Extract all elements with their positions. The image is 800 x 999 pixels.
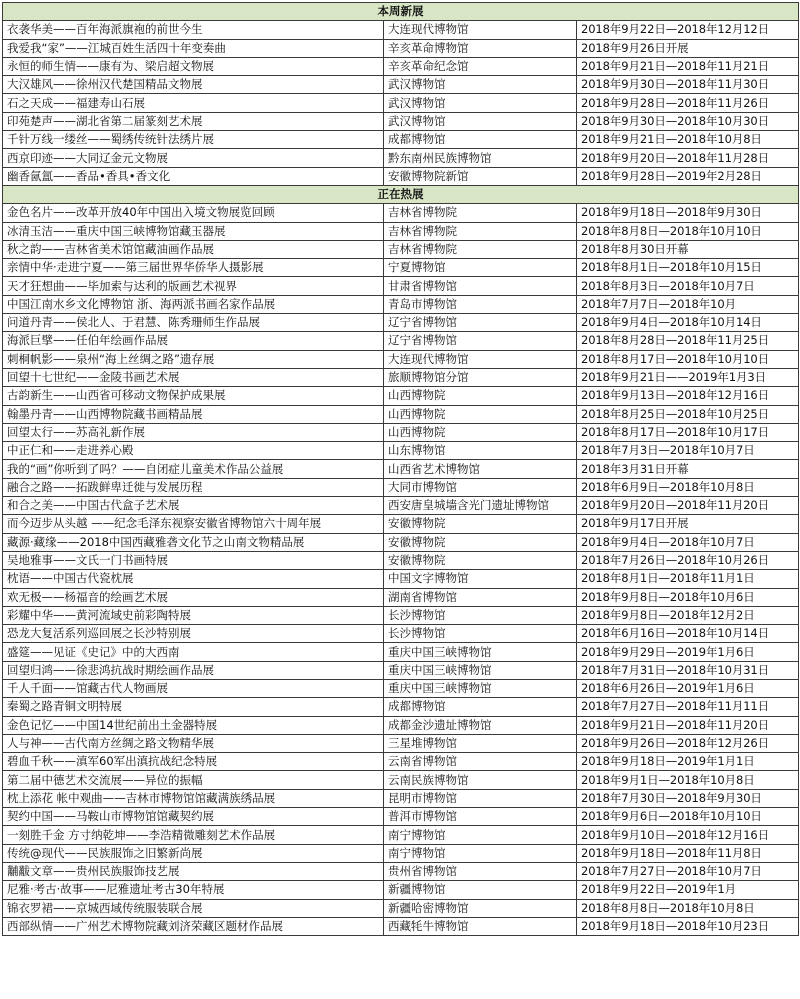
exhibition-venue: 安徽博物院 xyxy=(384,515,577,533)
exhibition-title: 锦衣罗裙——京城西域传统服装联合展 xyxy=(3,899,384,917)
exhibition-title: 尼雅·考古·故事——尼雅遗址考古30年特展 xyxy=(3,881,384,899)
exhibition-venue: 吉林省博物院 xyxy=(384,222,577,240)
table-row xyxy=(3,679,799,697)
exhibition-venue: 辽宁省博物馆 xyxy=(384,332,577,350)
exhibition-venue: 山西省艺术博物馆 xyxy=(384,460,577,478)
exhibition-title: 中国江南水乡文化博物馆 浙、海两派书画名家作品展 xyxy=(3,295,384,313)
table-row xyxy=(3,826,799,844)
table-row xyxy=(3,112,799,130)
exhibition-title: 秋之韵——吉林省美术馆馆藏油画作品展 xyxy=(3,240,384,258)
section-header-row xyxy=(3,185,799,203)
exhibition-venue: 山东博物馆 xyxy=(384,442,577,460)
exhibition-dates: 2018年9月22日—2018年12月12日 xyxy=(577,21,799,39)
section-heading: 本周新展 xyxy=(3,3,799,21)
exhibition-venue: 安徽博物院 xyxy=(384,551,577,569)
exhibition-title: 秦蜀之路青铜文明特展 xyxy=(3,698,384,716)
exhibition-venue: 武汉博物馆 xyxy=(384,112,577,130)
exhibition-dates: 2018年9月4日—2018年10月7日 xyxy=(577,533,799,551)
table-row xyxy=(3,39,799,57)
exhibition-venue: 南宁博物馆 xyxy=(384,826,577,844)
exhibition-venue: 云南省博物馆 xyxy=(384,753,577,771)
exhibition-dates: 2018年8月17日—2018年10月17日 xyxy=(577,423,799,441)
table-row xyxy=(3,808,799,826)
exhibition-table-body xyxy=(3,3,799,936)
exhibition-dates: 2018年7月7日—2018年10月 xyxy=(577,295,799,313)
table-row xyxy=(3,350,799,368)
exhibition-venue: 重庆中国三峡博物馆 xyxy=(384,661,577,679)
exhibition-dates: 2018年9月28日—2018年11月26日 xyxy=(577,94,799,112)
exhibition-venue: 青岛市博物馆 xyxy=(384,295,577,313)
exhibition-venue: 吉林省博物院 xyxy=(384,204,577,222)
exhibition-venue: 大连现代博物馆 xyxy=(384,350,577,368)
exhibition-venue: 湖南省博物馆 xyxy=(384,588,577,606)
exhibition-title: 一刻胜千金 方寸纳乾坤——李浩精微雕刻艺术作品展 xyxy=(3,826,384,844)
exhibition-venue: 辽宁省博物馆 xyxy=(384,314,577,332)
exhibition-title: 大汉雄风——徐州汉代楚国精品文物展 xyxy=(3,76,384,94)
exhibition-venue: 普洱市博物馆 xyxy=(384,808,577,826)
exhibition-dates: 2018年8月25日—2018年10月25日 xyxy=(577,405,799,423)
exhibition-venue: 安徽博物院新馆 xyxy=(384,167,577,185)
exhibition-table xyxy=(2,2,799,936)
exhibition-title: 枕上添花 帐中观曲——吉林市博物馆馆藏满族绣品展 xyxy=(3,789,384,807)
table-row xyxy=(3,716,799,734)
exhibition-title: 黼黻文章——贵州民族服饰技艺展 xyxy=(3,862,384,880)
table-row xyxy=(3,423,799,441)
table-row xyxy=(3,533,799,551)
exhibition-venue: 宁夏博物馆 xyxy=(384,259,577,277)
exhibition-venue: 吉林省博物院 xyxy=(384,240,577,258)
table-row xyxy=(3,734,799,752)
table-row xyxy=(3,149,799,167)
exhibition-title: 回望归鸿——徐悲鸿抗战时期绘画作品展 xyxy=(3,661,384,679)
exhibition-dates: 2018年6月16日—2018年10月14日 xyxy=(577,625,799,643)
exhibition-dates: 2018年9月21日——2019年1月3日 xyxy=(577,368,799,386)
table-row xyxy=(3,460,799,478)
exhibition-title: 而今迈步从头越 ——纪念毛泽东视察安徽省博物馆六十周年展 xyxy=(3,515,384,533)
exhibition-dates: 2018年3月31日开幕 xyxy=(577,460,799,478)
exhibition-venue: 甘肃省博物馆 xyxy=(384,277,577,295)
exhibition-dates: 2018年9月18日—2018年9月30日 xyxy=(577,204,799,222)
exhibition-title: 石之天成——福建寿山石展 xyxy=(3,94,384,112)
table-row xyxy=(3,862,799,880)
table-row xyxy=(3,643,799,661)
table-row xyxy=(3,314,799,332)
exhibition-title: 回望十七世纪——金陵书画艺术展 xyxy=(3,368,384,386)
exhibition-venue: 新疆博物馆 xyxy=(384,881,577,899)
exhibition-dates: 2018年9月30日—2018年10月30日 xyxy=(577,112,799,130)
table-row xyxy=(3,21,799,39)
exhibition-dates: 2018年8月30日开幕 xyxy=(577,240,799,258)
exhibition-title: 冰清玉洁——重庆中国三峡博物馆藏玉器展 xyxy=(3,222,384,240)
exhibition-venue: 重庆中国三峡博物馆 xyxy=(384,679,577,697)
exhibition-title: 枕语——中国古代瓷枕展 xyxy=(3,570,384,588)
exhibition-dates: 2018年9月20日—2018年11月28日 xyxy=(577,149,799,167)
table-row xyxy=(3,881,799,899)
table-row xyxy=(3,368,799,386)
table-row xyxy=(3,76,799,94)
exhibition-title: 藏源·藏缘——2018中国西藏雅砻文化节之山南文物精品展 xyxy=(3,533,384,551)
exhibition-title: 恐龙大复活系列巡回展之长沙特别展 xyxy=(3,625,384,643)
exhibition-venue: 西藏牦牛博物馆 xyxy=(384,917,577,935)
exhibition-venue: 昆明市博物馆 xyxy=(384,789,577,807)
exhibition-title: 契约中国——马鞍山市博物馆馆藏契约展 xyxy=(3,808,384,826)
section-header-row xyxy=(3,3,799,21)
exhibition-dates: 2018年8月8日—2018年10月8日 xyxy=(577,899,799,917)
table-row xyxy=(3,240,799,258)
exhibition-title: 第二届中德艺术交流展——异位的振幅 xyxy=(3,771,384,789)
exhibition-venue: 山西博物院 xyxy=(384,387,577,405)
table-row xyxy=(3,94,799,112)
table-row xyxy=(3,771,799,789)
table-row xyxy=(3,515,799,533)
table-row xyxy=(3,844,799,862)
table-row xyxy=(3,899,799,917)
exhibition-dates: 2018年9月4日—2018年10月14日 xyxy=(577,314,799,332)
exhibition-dates: 2018年9月8日—2018年10月6日 xyxy=(577,588,799,606)
table-row xyxy=(3,497,799,515)
exhibition-title: 翰墨丹青——山西博物院藏书画精品展 xyxy=(3,405,384,423)
table-row xyxy=(3,442,799,460)
exhibition-dates: 2018年7月26日—2018年10月26日 xyxy=(577,551,799,569)
exhibition-dates: 2018年9月1日—2018年10月8日 xyxy=(577,771,799,789)
table-row xyxy=(3,551,799,569)
exhibition-venue: 新疆哈密博物馆 xyxy=(384,899,577,917)
table-row xyxy=(3,131,799,149)
table-row xyxy=(3,789,799,807)
exhibition-dates: 2018年9月13日—2018年12月16日 xyxy=(577,387,799,405)
exhibition-venue: 三星堆博物馆 xyxy=(384,734,577,752)
table-row xyxy=(3,753,799,771)
exhibition-title: 刺桐帆影——泉州“海上丝绸之路”遗存展 xyxy=(3,350,384,368)
exhibition-dates: 2018年9月26日开展 xyxy=(577,39,799,57)
exhibition-dates: 2018年9月17日开展 xyxy=(577,515,799,533)
exhibition-venue: 黔东南州民族博物馆 xyxy=(384,149,577,167)
exhibition-venue: 大连现代博物馆 xyxy=(384,21,577,39)
exhibition-title: 海派巨擘——任伯年绘画作品展 xyxy=(3,332,384,350)
exhibition-dates: 2018年9月22日—2019年1月 xyxy=(577,881,799,899)
table-row xyxy=(3,57,799,75)
exhibition-dates: 2018年9月18日—2018年10月23日 xyxy=(577,917,799,935)
exhibition-dates: 2018年7月30日—2018年9月30日 xyxy=(577,789,799,807)
exhibition-dates: 2018年6月26日—2019年1月6日 xyxy=(577,679,799,697)
exhibition-venue: 贵州省博物馆 xyxy=(384,862,577,880)
exhibition-venue: 西安唐皇城墙含光门遗址博物馆 xyxy=(384,497,577,515)
exhibition-title: 融合之路——拓跋鲜卑迁徙与发展历程 xyxy=(3,478,384,496)
exhibition-title: 金色记忆——中国14世纪前出土金器特展 xyxy=(3,716,384,734)
exhibition-venue: 旅顺博物馆分馆 xyxy=(384,368,577,386)
exhibition-title: 和合之美——中国古代盒子艺术展 xyxy=(3,497,384,515)
exhibition-dates: 2018年8月1日—2018年11月1日 xyxy=(577,570,799,588)
section-heading: 正在热展 xyxy=(3,185,799,203)
exhibition-dates: 2018年9月26日—2018年12月26日 xyxy=(577,734,799,752)
exhibition-title: 盛筵——见证《史记》中的大西南 xyxy=(3,643,384,661)
exhibition-title: 幽香氤氲——香品•香具•香文化 xyxy=(3,167,384,185)
exhibition-venue: 山西博物院 xyxy=(384,405,577,423)
exhibition-venue: 云南民族博物馆 xyxy=(384,771,577,789)
exhibition-title: 千针万线一缕丝——蜀绣传统针法绣片展 xyxy=(3,131,384,149)
exhibition-title: 衣袭华美——百年海派旗袍的前世今生 xyxy=(3,21,384,39)
exhibition-title: 我爱我“家”——江城百姓生活四十年变奏曲 xyxy=(3,39,384,57)
exhibition-title: 西京印迹——大同辽金元文物展 xyxy=(3,149,384,167)
exhibition-venue: 安徽博物院 xyxy=(384,533,577,551)
table-row xyxy=(3,277,799,295)
table-row xyxy=(3,259,799,277)
exhibition-dates: 2018年7月31日—2018年10月31日 xyxy=(577,661,799,679)
table-row xyxy=(3,332,799,350)
exhibition-dates: 2018年6月9日—2018年10月8日 xyxy=(577,478,799,496)
exhibition-dates: 2018年7月27日—2018年11月11日 xyxy=(577,698,799,716)
exhibition-venue: 长沙博物馆 xyxy=(384,625,577,643)
exhibition-dates: 2018年9月6日—2018年10月10日 xyxy=(577,808,799,826)
exhibition-dates: 2018年8月1日—2018年10月15日 xyxy=(577,259,799,277)
exhibition-title: 吴地雅事——文氏一门书画特展 xyxy=(3,551,384,569)
exhibition-title: 人与神——古代南方丝绸之路文物精华展 xyxy=(3,734,384,752)
exhibition-venue: 武汉博物馆 xyxy=(384,94,577,112)
exhibition-title: 印苑楚声——湖北省第二届篆刻艺术展 xyxy=(3,112,384,130)
exhibition-dates: 2018年9月8日—2018年12月2日 xyxy=(577,606,799,624)
exhibition-dates: 2018年9月29日—2019年1月6日 xyxy=(577,643,799,661)
exhibition-venue: 武汉博物馆 xyxy=(384,76,577,94)
exhibition-title: 我的“画”你听到了吗？——自闭症儿童美术作品公益展 xyxy=(3,460,384,478)
exhibition-venue: 中国文字博物馆 xyxy=(384,570,577,588)
table-row xyxy=(3,167,799,185)
exhibition-dates: 2018年8月8日—2018年10月10日 xyxy=(577,222,799,240)
table-row xyxy=(3,570,799,588)
exhibition-title: 中正仁和——走进养心殿 xyxy=(3,442,384,460)
table-row xyxy=(3,387,799,405)
table-row xyxy=(3,661,799,679)
exhibition-dates: 2018年9月28日—2019年2月28日 xyxy=(577,167,799,185)
exhibition-title: 欢无极——杨福音的绘画艺术展 xyxy=(3,588,384,606)
table-row xyxy=(3,478,799,496)
exhibition-dates: 2018年9月20日—2018年11月20日 xyxy=(577,497,799,515)
exhibition-title: 问道丹青——侯北人、于君慧、陈秀珊师生作品展 xyxy=(3,314,384,332)
exhibition-dates: 2018年9月30日—2018年11月30日 xyxy=(577,76,799,94)
table-row xyxy=(3,405,799,423)
exhibition-venue: 成都博物馆 xyxy=(384,698,577,716)
exhibition-title: 古韵新生——山西省可移动文物保护成果展 xyxy=(3,387,384,405)
table-row xyxy=(3,625,799,643)
exhibition-venue: 成都金沙遗址博物馆 xyxy=(384,716,577,734)
exhibition-dates: 2018年8月28日—2018年11月25日 xyxy=(577,332,799,350)
exhibition-dates: 2018年9月21日—2018年10月8日 xyxy=(577,131,799,149)
table-row xyxy=(3,295,799,313)
exhibition-title: 彩耀中华——黄河流域史前彩陶特展 xyxy=(3,606,384,624)
exhibition-venue: 重庆中国三峡博物馆 xyxy=(384,643,577,661)
exhibition-venue: 长沙博物馆 xyxy=(384,606,577,624)
exhibition-title: 碧血千秋——滇军60军出滇抗战纪念特展 xyxy=(3,753,384,771)
exhibition-venue: 辛亥革命博物馆 xyxy=(384,39,577,57)
exhibition-dates: 2018年9月21日—2018年11月20日 xyxy=(577,716,799,734)
table-row xyxy=(3,204,799,222)
table-row xyxy=(3,698,799,716)
exhibition-dates: 2018年8月3日—2018年10月7日 xyxy=(577,277,799,295)
exhibition-dates: 2018年9月18日—2018年11月8日 xyxy=(577,844,799,862)
exhibition-title: 永恒的师生情——康有为、梁启超文物展 xyxy=(3,57,384,75)
table-row xyxy=(3,588,799,606)
table-row xyxy=(3,606,799,624)
exhibition-venue: 山西博物院 xyxy=(384,423,577,441)
exhibition-dates: 2018年8月17日—2018年10月10日 xyxy=(577,350,799,368)
exhibition-title: 天才狂想曲——毕加索与达利的版画艺术视界 xyxy=(3,277,384,295)
exhibition-dates: 2018年7月3日—2018年10月7日 xyxy=(577,442,799,460)
exhibition-title: 传统@现代——民族服饰之旧繁新尚展 xyxy=(3,844,384,862)
exhibition-venue: 南宁博物馆 xyxy=(384,844,577,862)
exhibition-title: 西部纵情——广州艺术博物院藏刘济荣藏区题材作品展 xyxy=(3,917,384,935)
exhibition-dates: 2018年9月10日—2018年12月16日 xyxy=(577,826,799,844)
exhibition-venue: 大同市博物馆 xyxy=(384,478,577,496)
exhibition-title: 金色名片——改革开放40年中国出入境文物展览回顾 xyxy=(3,204,384,222)
exhibition-dates: 2018年9月21日—2018年11月21日 xyxy=(577,57,799,75)
exhibition-venue: 辛亥革命纪念馆 xyxy=(384,57,577,75)
exhibition-title: 亲情中华·走进宁夏——第三届世界华侨华人摄影展 xyxy=(3,259,384,277)
exhibition-dates: 2018年9月18日—2019年1月1日 xyxy=(577,753,799,771)
table-row xyxy=(3,222,799,240)
exhibition-dates: 2018年7月27日—2018年10月7日 xyxy=(577,862,799,880)
table-row xyxy=(3,917,799,935)
exhibition-title: 千人千面——馆藏古代人物画展 xyxy=(3,679,384,697)
exhibition-title: 回望太行——苏高礼新作展 xyxy=(3,423,384,441)
exhibition-venue: 成都博物馆 xyxy=(384,131,577,149)
